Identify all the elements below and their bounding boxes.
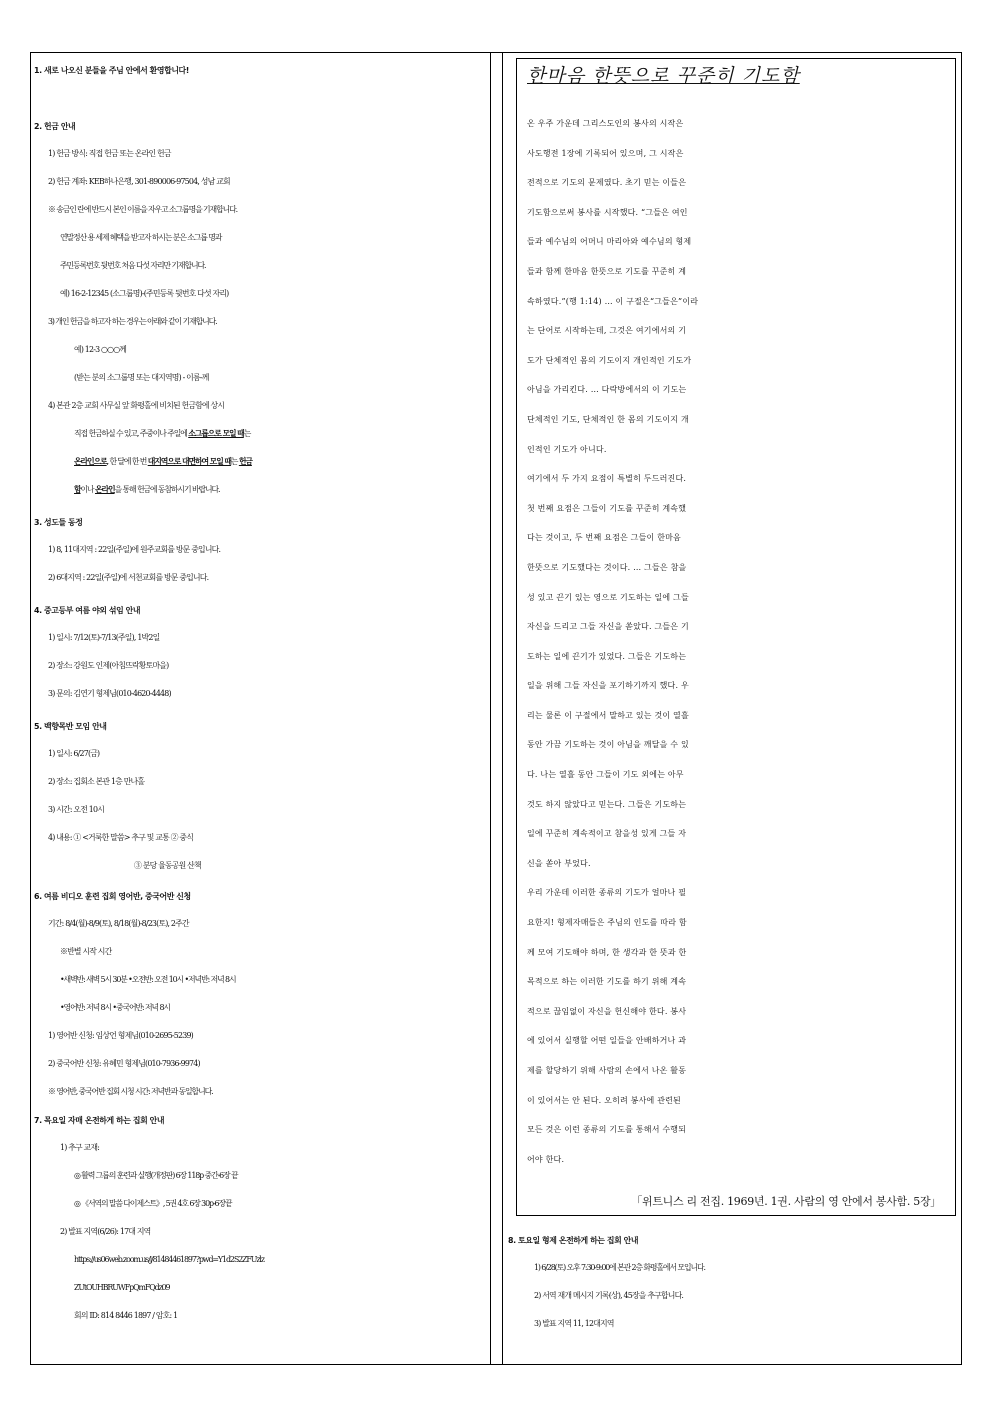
brothers-line: 2) 서역 재개 메시지 기록(상), 45장을 추구합니다. — [534, 1291, 684, 1300]
article-source: 「위트니스 리 전집. 1969년. 1권. 사람의 영 안에서 봉사함. 5장」 — [631, 1195, 941, 1208]
section-3-title: 3. 성도들 동정 — [34, 518, 83, 527]
article-line: 께 모여 기도해야 하며, 한 생각과 한 뜻과 한 — [527, 947, 687, 957]
training-line: 기간: 8/4(월)-8/9(토), 8/18(월)-8/23(토), 2주간 — [48, 919, 189, 928]
article-line: 제를 할당하기 위해 사람의 손에서 나온 활동 — [527, 1066, 687, 1075]
offering-line: 4) 본관 2층 교회 사무실 앞 화평홀에 비치된 헌금함에 상시 — [48, 401, 225, 410]
camp-line: 2) 장소: 강원도 인제(아침뜨락황토마을) — [48, 661, 169, 670]
article-line: 우리 가운데 이러한 종류의 기도가 얼마나 필 — [527, 888, 687, 898]
offering-line: 1) 헌금 방식: 직접 헌금 또는 온라인 헌금 — [48, 149, 171, 158]
zoom-link[interactable]: ZUtOUHBRUWFpQmFQdz09 — [74, 1283, 170, 1292]
news-line: 2) 6대지역 : 22일(주일)에 서천교회를 방문 중입니다. — [48, 573, 209, 582]
meeting-line: 4) 내용: ① <거룩한 말씀> 추구 및 교통 ② 중식 — [48, 833, 194, 842]
training-line: ※반별 시작 시간 — [60, 947, 112, 956]
article-line: 들과 함께 한마음 한뜻으로 기도를 꾸준히 계 — [527, 266, 687, 276]
article-line: 는 단어로 시작하는데, 그것은 여기에서의 기 — [527, 326, 687, 336]
meeting-line: ③ 분당 율동공원 산책 — [134, 861, 201, 870]
meeting-line: 2) 장소: 집회소 본관 1층 만나홀 — [48, 777, 145, 786]
right-column — [508, 58, 958, 1358]
article-line: 모든 것은 이런 종류의 기도를 통해서 수행되 — [527, 1125, 687, 1135]
offering-line: 예) 12-3 ○○○께 — [74, 345, 127, 354]
article-box — [516, 58, 956, 1216]
article-line: 일을 위해 그들 자신을 포기하기까지 했다. 우 — [527, 681, 689, 691]
camp-line: 1) 일시: 7/12(토)-7/13(주일), 1박2일 — [48, 633, 160, 642]
offering-line — [34, 448, 486, 476]
article-line: 다. 나는 열흘 동안 그들이 기도 외에는 아무 — [527, 770, 684, 780]
article-line: 단체적인 기도, 단체적인 한 몸의 기도이지 개 — [527, 414, 689, 424]
emphasis: 온라인으로 — [74, 457, 107, 466]
camp-line: 3) 문의: 김연기 형제님(010-4620-4448) — [48, 689, 171, 698]
sisters-line: 1) 추구 교재: — [60, 1143, 100, 1152]
zoom-link[interactable]: https://us06web.zoom.us/j/81484461897?pwd=Y1d2S2ZFUzlz — [74, 1255, 264, 1264]
emphasis: 대지역으로 대면하여 모일 때 — [147, 457, 231, 466]
column-divider — [490, 52, 491, 1365]
article-line: 신을 쏟아 부었다. — [527, 858, 591, 868]
text: 는 — [243, 429, 251, 438]
section-8-title: 8. 토요일 형제 온전하게 하는 집회 안내 — [508, 1236, 639, 1245]
training-line: 2) 중국어반 신청: 유혜민 형제님(010-7936-9974) — [48, 1059, 200, 1068]
sisters-line: ◎ 《서역의 말씀 다이제스트》, 5권 4호 6장 30p-6장끝 — [74, 1199, 232, 1208]
article-line: 여기에서 두 가지 요점이 특별히 두드러진다. — [527, 474, 687, 484]
article-line: 어야 한다. — [527, 1154, 565, 1164]
article-line: 사도행전 1장에 기록되어 있으며, 그 시작은 — [527, 148, 684, 158]
sisters-line: ◎ 활력 그룹의 훈련과 실행(개정판) 6장 118p 중간-6장 끝 — [74, 1171, 238, 1180]
emphasis: 온라인 — [94, 485, 115, 494]
section-8 — [508, 1228, 958, 1338]
meeting-line: 1) 일시: 6/27(금) — [48, 749, 100, 758]
article-line: 인적인 기도가 아니다. — [527, 444, 607, 454]
article-line: 동안 가끔 기도하는 것이 아님을 깨달을 수 있 — [527, 740, 689, 750]
article-line: 도가 단체적인 몸의 기도이지 개인적인 기도가 — [527, 355, 692, 365]
article-line: 이 있어서는 안 된다. 오히려 봉사에 관련된 — [527, 1095, 681, 1105]
article-body — [527, 109, 947, 1174]
text: 직접 헌금하실 수 있고, 주중이나 주일에 — [74, 429, 189, 438]
news-line: 1) 8, 11대지역 : 22일(주일)에 원주교회를 방문 중입니다. — [48, 545, 221, 554]
article-line: 리는 물론 이 구절에서 말하고 있는 것이 열흘 — [527, 710, 689, 720]
offering-line: 연말정산 용 세제 혜택을 받고자 하시는 분은 소그룹 명과 — [60, 233, 222, 242]
offering-line: 예) 16-2-12345 (소그룹명)-(주민등록 뒷번호 다섯 자리) — [60, 289, 229, 298]
article-line: 요한지! 형제자매들은 주님의 인도를 따라 함 — [527, 918, 687, 928]
offering-line: (받는 분의 소그룹명 또는 대지역명) - 이름-께 — [74, 373, 209, 382]
emphasis: 함 — [74, 485, 81, 494]
section-7-title: 7. 목요일 자매 온전하게 하는 집회 안내 — [34, 1116, 165, 1125]
article-line: 기도함으로써 봉사를 시작했다. “그들은 여인 — [527, 207, 688, 217]
offering-line — [34, 476, 486, 504]
brothers-line: 1) 6/28(토) 오후 7:30-9:00에 본관 2층 화평홀에서 모입니다. — [534, 1263, 705, 1272]
article-line: 일에 꾸준히 계속적이고 참을성 있게 그들 자 — [527, 829, 687, 839]
offering-line: 2) 헌금 계좌: KEB하나은행, 301-890006-97504, 성남 교회 — [48, 177, 230, 186]
training-line: 1) 영어반 신청: 임상언 형제님(010-2695-5239) — [48, 1031, 193, 1040]
article-line: 첫 번째 요점은 그들이 기도를 꾸준히 계속했 — [527, 503, 687, 513]
offering-line — [34, 420, 486, 448]
section-5-title: 5. 백향목반 모임 안내 — [34, 722, 107, 731]
article-line: 한뜻으로 기도했다는 것이다. … 그들은 참을 — [527, 562, 687, 572]
training-line: •새벽반: 새벽 5시 30분 •오전반: 오전 10시 •저녁반: 저녁 8시 — [60, 975, 236, 984]
sisters-line: 2) 발표 지역(6/26): 17대 지역 — [60, 1227, 151, 1236]
training-line: ※ 영어반, 중국어반 집회 시청 시간: 저녁반과 동일합니다. — [48, 1087, 213, 1096]
brothers-line: 3) 발표 지역 11, 12대지역 — [534, 1319, 614, 1328]
text: 이나 — [80, 485, 95, 494]
article-line: 속하였다.”(행 1:14) … 이 구절은“그들은”이라 — [527, 296, 699, 306]
article-line: 전적으로 기도의 문제였다. 초기 믿는 이들은 — [527, 178, 687, 188]
text: 을 통해 헌금에 동참하시기 바랍니다. — [114, 485, 220, 494]
training-line: •영어반: 저녁 8시 •중국어반: 저녁 8시 — [60, 1003, 170, 1012]
article-line: 아님을 가리킨다. … 다락방에서의 이 기도는 — [527, 385, 687, 395]
article-line: 들과 예수님의 어머니 마리아와 예수님의 형제 — [527, 237, 692, 247]
article-line: 목적으로 하는 이러한 기도를 하기 위해 계속 — [527, 977, 687, 987]
article-line: 적으로 끊임없이 자신을 헌신해야 한다. 봉사 — [527, 1006, 687, 1016]
article-line: 자신을 드리고 그들 자신을 쏟았다. 그들은 기 — [527, 622, 689, 632]
offering-line: 3) 개인 헌금을 하고자 하는 경우는 아래와 같이 기재합니다. — [48, 317, 217, 326]
emphasis: 소그룹으로 모일 때 — [188, 429, 244, 438]
meeting-id: 회의 ID: 814 8446 1897 / 암호: 1 — [74, 1311, 178, 1320]
section-4-title: 4. 중고등부 여름 야외 섞임 안내 — [34, 606, 141, 615]
article-line: 도하는 일에 끈기가 있었다. 그들은 기도하는 — [527, 651, 687, 661]
article-line: 성 있고 끈기 있는 영으로 기도하는 일에 그들 — [527, 592, 689, 602]
text: 는 — [230, 457, 239, 466]
text: , 한 달에 한 번 — [106, 457, 148, 466]
article-line: 다는 것이고, 두 번째 요점은 그들이 한마음 — [527, 533, 681, 543]
section-2-title: 2. 헌금 안내 — [34, 122, 76, 131]
article-title: 한마음 한뜻으로 꾸준히 기도함 — [527, 65, 800, 87]
offering-line: 주민등록번호 뒷번호 처음 다섯 자리만 기재합니다. — [60, 261, 206, 270]
offering-line: ※ 송금인 란에 반드시 본인 이름을 자우고 소그룹명을 기재합니다. — [48, 205, 238, 214]
left-column — [34, 58, 486, 1358]
section-1-title: 1. 새로 나오신 분들을 주님 안에서 환영합니다! — [34, 66, 189, 75]
section-6-title: 6. 여름 비디오 훈련 집회 영어반, 중국어반 신청 — [34, 892, 191, 901]
article-line: 온 우주 가운데 그리스도인의 봉사의 시작은 — [527, 119, 684, 128]
meeting-line: 3) 시간: 오전 10시 — [48, 805, 105, 814]
emphasis: 헌금 — [238, 457, 252, 466]
article-line: 것도 하지 않았다고 믿는다. 그들은 기도하는 — [527, 799, 687, 809]
article-line: 에 있어서 실행할 어떤 일들을 안배하거나 과 — [527, 1036, 687, 1046]
column-divider — [502, 52, 503, 1365]
